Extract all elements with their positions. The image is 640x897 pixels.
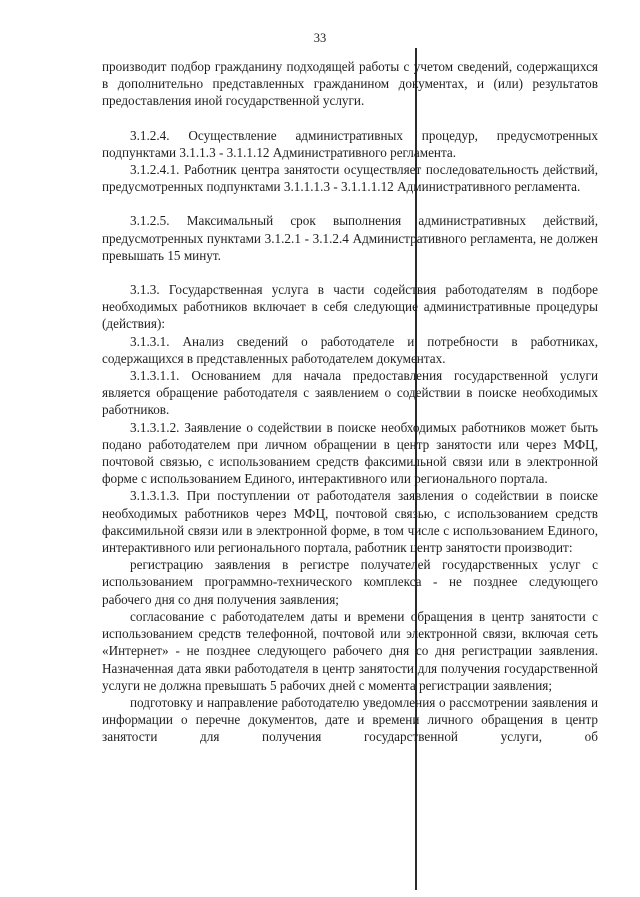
paragraph-3-1-3-1-2: 3.1.3.1.2. Заявление о содействии в поиске необходимых работников может быть подано работодателем при личном обращении в центр занятости или через МФЦ, почтовой связью, с использованием средств факсимильной связи или в электронной форме с использованием Единого, интерактивного или регионального портала. [102, 419, 598, 487]
spacer [102, 195, 598, 212]
document-body [102, 58, 598, 746]
list-item-notification: подготовку и направление работодателю уведомления о рассмотрении заявления и информации о перечне документов, дате и времени личного обращения в центр занятости для получения государственной услуги, об [102, 694, 598, 745]
paragraph-3-1-3-1: 3.1.3.1. Анализ сведений о работодателе и потребности в работниках, содержащихся в представленных работодателем документах. [102, 333, 598, 366]
paragraph-3-1-3: 3.1.3. Государственная услуга в части содействия работодателям в подборе необходимых работников включает в себя следующие административные процедуры (действия): [102, 282, 598, 332]
paragraph-3-1-2-5: 3.1.2.5. Максимальный срок выполнения административных действий, предусмотренных пунктами 3.1.2.1 - 3.1.2.4 Административного регламента, не должен превышать 15 минут. [102, 213, 598, 263]
paragraph-continuation: производит подбор гражданину подходящей работы с учетом сведений, содержащихся в дополнительно представленных гражданином документах, и (или) результатов предоставления иной государственной услуги. [102, 59, 598, 109]
spacer [102, 264, 598, 281]
paragraph-3-1-3-1-3: 3.1.3.1.3. При поступлении от работодателя заявления о содействии в поиске необходимых работников через МФЦ, почтовой связью, с использованием средств факсимильной связи или в электронной форме, в том числе с использованием Единого, интерактивного или регионального портала, работник центр занятости производит: [102, 488, 598, 556]
list-item-registration: регистрацию заявления в регистре получателей государственных услуг с использованием программно-технического комплекса - не позднее следующего рабочего дня со дня получения заявления; [102, 557, 598, 607]
paragraph-3-1-3-1-1: 3.1.3.1.1. Основанием для начала предоставления государственной услуги является обращение работодателя с заявлением о содействии в поиске необходимых работников. [102, 368, 598, 418]
paragraph-3-1-2-4: 3.1.2.4. Осуществление административных процедур, предусмотренных подпунктами 3.1.1.3 - 3.1.1.12 Административного регламента. [102, 127, 598, 160]
paragraph-3-1-2-4-1: 3.1.2.4.1. Работник центра занятости осуществляет последовательность действий, предусмотренных подпунктами 3.1.1.1.3 - 3.1.1.1.12 Административного регламента. [102, 162, 598, 195]
page-number: 33 [313, 31, 327, 45]
list-item-agreement: согласование с работодателем даты и времени обращения в центр занятости с использованием средств телефонной, почтовой или электронной связи, включая сеть «Интернет» - не позднее следующего рабочего дня со дня регистрации заявления. Назначенная дата явки работодателя в центр занятости для получения государственной услуги не должна превышать 5 рабочих дней с момента регистрации заявления; [102, 608, 598, 693]
spacer [102, 110, 598, 127]
